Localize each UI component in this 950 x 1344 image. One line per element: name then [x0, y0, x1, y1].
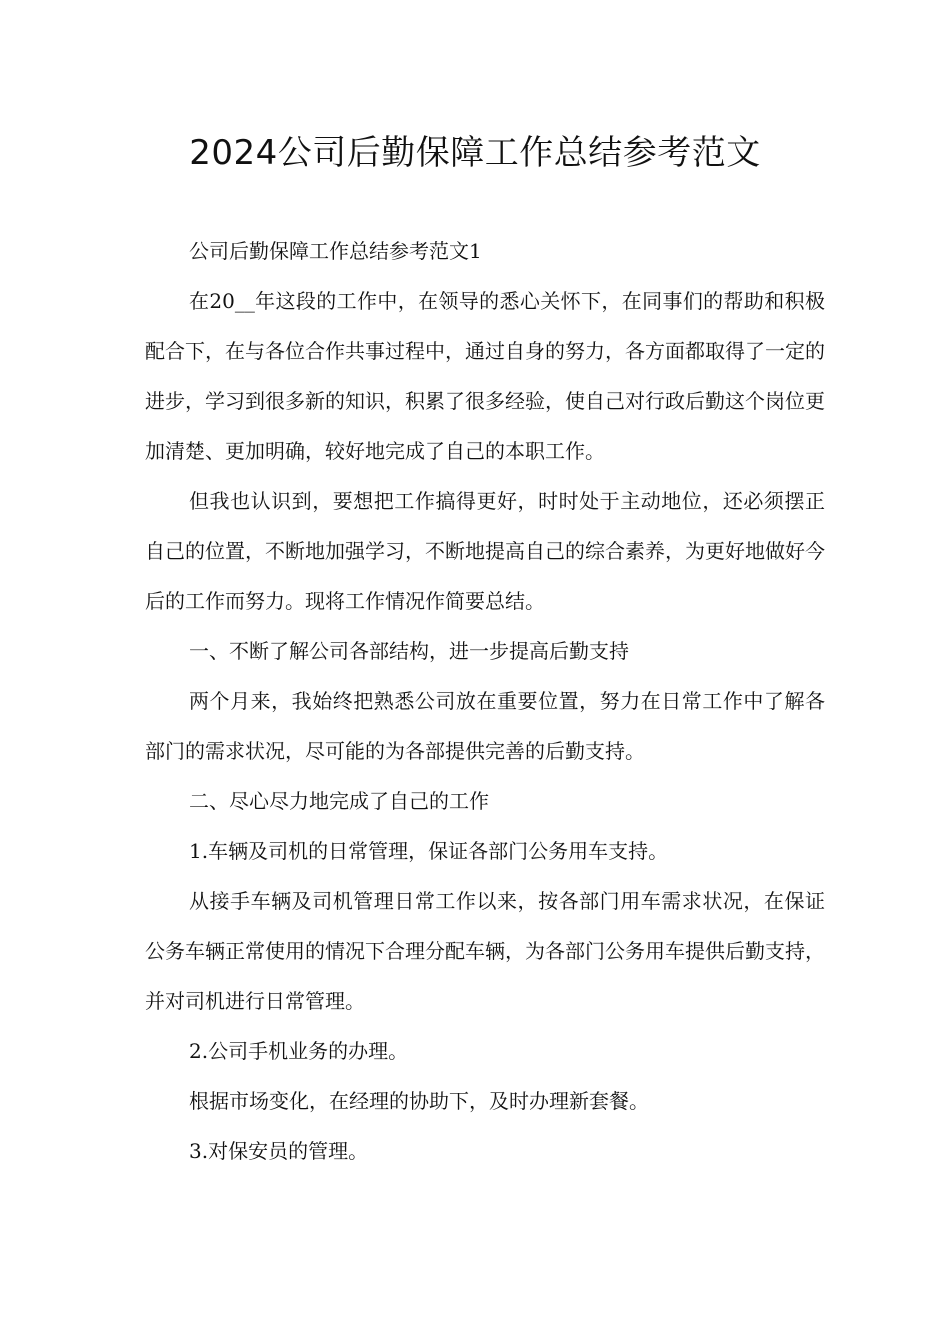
paragraph-item-phones: 2.公司手机业务的办理。 — [189, 1039, 409, 1063]
paragraph-item-vehicles: 1.车辆及司机的日常管理，保证各部门公务用车支持。 — [189, 839, 669, 863]
paragraph-phones-detail: 根据市场变化，在经理的协助下，及时办理新套餐。 — [189, 1089, 649, 1113]
paragraph-section-heading: 公司后勤保障工作总结参考范文1 — [189, 239, 482, 263]
paragraph-reflection: 但我也认识到，要想把工作搞得更好，时时处于主动地位，还必须摆正自己的位置，不断地加强学习，不断地提高自己的综合素养，为更好地做好今后的工作而努力。现将工作情况作简要总结。 — [145, 489, 825, 613]
paragraph-item-security: 3.对保安员的管理。 — [189, 1139, 369, 1163]
paragraph-vehicles-detail: 从接手车辆及司机管理日常工作以来，按各部门用车需求状况，在保证公务车辆正常使用的情况下合理分配车辆，为各部门公务用车提供后勤支持，并对司机进行日常管理。 — [145, 889, 825, 1013]
document-title: 2024公司后勤保障工作总结参考范文 — [189, 133, 761, 173]
paragraph-familiarize: 两个月来，我始终把熟悉公司放在重要位置，努力在日常工作中了解各部门的需求状况，尽可能的为各部提供完善的后勤支持。 — [145, 689, 825, 763]
document-body — [145, 226, 825, 1176]
paragraph-intro: 在20__年这段的工作中，在领导的悉心关怀下，在同事们的帮助和积极配合下，在与各位合作共事过程中，通过自身的努力，各方面都取得了一定的进步，学习到很多新的知识，积累了很多经验，使自己对行政后勤这个岗位更加清楚、更加明确，较好地完成了自己的本职工作。 — [145, 289, 825, 463]
paragraph-heading-one: 一、不断了解公司各部结构，进一步提高后勤支持 — [189, 639, 629, 663]
paragraph-heading-two: 二、尽心尽力地完成了自己的工作 — [189, 789, 489, 813]
